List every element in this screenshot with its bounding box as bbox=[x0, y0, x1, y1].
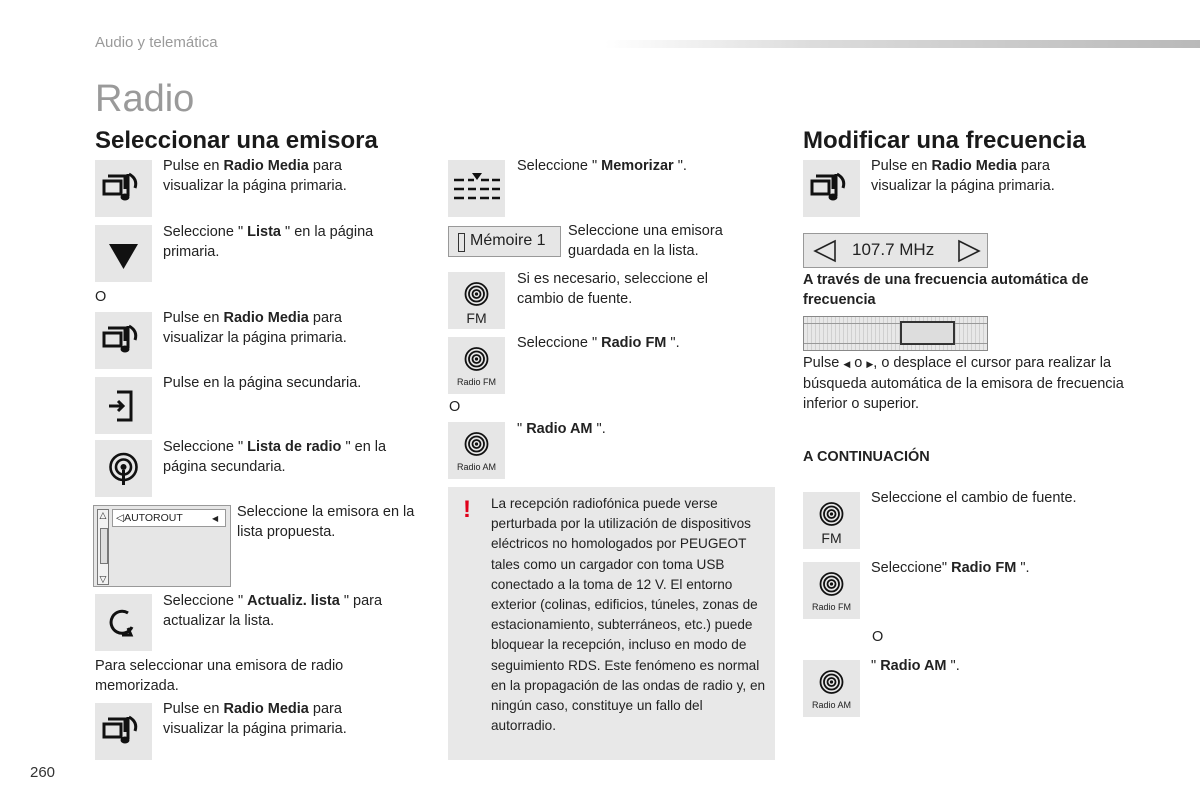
frequency-up-icon[interactable] bbox=[956, 239, 982, 263]
frequency-slider[interactable] bbox=[803, 316, 988, 351]
mid-step1-text: Seleccione " Memorizar ". bbox=[517, 158, 687, 174]
left-step7-text: Seleccione " Actualiz. lista " para actualizar la lista. bbox=[163, 593, 383, 629]
select-station-heading: Seleccionar una emisora bbox=[95, 127, 378, 154]
frequency-down-icon[interactable] bbox=[812, 239, 838, 263]
memoire-1-button[interactable] bbox=[448, 226, 561, 257]
page-title: Radio bbox=[95, 78, 195, 120]
radio-am-icon[interactable] bbox=[448, 422, 505, 479]
left-step2-text: Seleccione " Lista " en la página primaria. bbox=[163, 224, 374, 260]
seek-right-icon: ▶ bbox=[866, 359, 874, 369]
header-bar bbox=[605, 40, 1200, 48]
radio-media-icon[interactable] bbox=[95, 703, 152, 760]
right-or1: O bbox=[872, 629, 884, 645]
modify-frequency-heading: Modificar una frecuencia bbox=[803, 127, 1086, 154]
scroll-down-icon[interactable]: ▽ bbox=[99, 574, 107, 584]
then-label: A CONTINUACIÓN bbox=[803, 449, 930, 465]
radio-am-caption: Radio AM bbox=[811, 700, 852, 710]
radio-fm-caption: Radio FM bbox=[811, 602, 851, 612]
mid-step4-text: Seleccione " Radio FM ". bbox=[517, 335, 680, 351]
memorized-intro-text: Para seleccionar una emisora de radio memorizada. bbox=[95, 658, 344, 694]
seek-left-icon: ◀ bbox=[843, 359, 851, 369]
radio-media-icon[interactable] bbox=[95, 160, 152, 217]
left-step1-text: Pulse en Radio Media para visualizar la página primaria. bbox=[163, 158, 347, 194]
mid-step2-text: Seleccione una emisora guardada en la lista. bbox=[568, 223, 723, 259]
fm-source-icon[interactable] bbox=[803, 492, 860, 549]
left-step3-text: Pulse en Radio Media para visualizar la página primaria. bbox=[163, 310, 347, 346]
fm-source-icon[interactable] bbox=[448, 272, 505, 329]
scroll-up-icon[interactable]: △ bbox=[99, 510, 107, 520]
mid-step5-text: " Radio AM ". bbox=[517, 421, 606, 437]
speaker-icon: ◁ bbox=[116, 512, 125, 524]
station-list-widget[interactable] bbox=[93, 505, 231, 587]
list-scrollbar[interactable] bbox=[97, 509, 109, 585]
left-step4-text: Pulse en la página secundaria. bbox=[163, 375, 362, 391]
right-step3-text: Seleccione el cambio de fuente. bbox=[871, 490, 1077, 506]
radio-am-icon[interactable] bbox=[803, 660, 860, 717]
slider-line-bottom bbox=[804, 343, 987, 344]
radio-media-icon[interactable] bbox=[95, 312, 152, 369]
page-number: 260 bbox=[30, 764, 56, 781]
left-step8-text: Pulse en Radio Media para visualizar la página primaria. bbox=[163, 701, 347, 737]
fm-caption: FM bbox=[466, 310, 487, 326]
warning-icon: ! bbox=[463, 496, 471, 523]
auto-frequency-subheading: A través de una frecuencia automática de frecuencia bbox=[803, 272, 1089, 308]
slider-line-top bbox=[804, 323, 987, 324]
right-step1-text: Pulse en Radio Media para visualizar la página primaria. bbox=[871, 158, 1055, 194]
mid-or1: O bbox=[449, 399, 461, 415]
fm-caption: FM bbox=[821, 530, 842, 546]
frequency-value: 107.7 MHz bbox=[852, 240, 935, 259]
note-text: La recepción radiofónica puede verse perturbada por la utilización de dispositivos eléctricos no homologados por PEUGEOT tales como un cargador con toma USB conectado a la toma de 12 V. El entorno exterior (colinas, edificios, túneles, zonas de estacionamiento, subterráneos, etc.) puede bloquear la recepción, incluso en modo de seguimiento RDS. Este fenómeno es normal en la propagación de las ondas de radio y, en ningún caso, constituye un fallo del autorradio. bbox=[491, 496, 766, 734]
list-item-label: AUTOROUT bbox=[124, 512, 183, 524]
memorize-icon[interactable] bbox=[448, 160, 505, 217]
slider-cursor[interactable] bbox=[900, 321, 955, 345]
radio-fm-icon[interactable] bbox=[448, 337, 505, 394]
memoire-label: Mémoire 1 bbox=[470, 232, 546, 249]
radio-list-icon[interactable] bbox=[95, 440, 152, 497]
mid-step3-text: Si es necesario, seleccione el cambio de fuente. bbox=[517, 271, 709, 307]
radio-am-caption: Radio AM bbox=[456, 462, 497, 472]
scroll-thumb[interactable] bbox=[100, 528, 108, 564]
secondary-page-icon[interactable] bbox=[95, 377, 152, 434]
list-item[interactable] bbox=[112, 509, 226, 527]
left-step6-text: Seleccione la emisora en la lista propuesta. bbox=[237, 504, 415, 540]
list-arrow-icon[interactable] bbox=[95, 225, 152, 282]
list-item-arrow-icon: ◀ bbox=[212, 514, 219, 523]
radio-fm-caption: Radio FM bbox=[456, 377, 496, 387]
right-step2-text: Pulse ◀ o ▶, o desplace el cursor para realizar la búsqueda automática de la emisora de frecuencia inferior o superior. bbox=[803, 355, 1124, 412]
right-step5-text: " Radio AM ". bbox=[871, 658, 960, 674]
section-label: Audio y telemática bbox=[95, 34, 218, 51]
radio-fm-icon[interactable] bbox=[803, 562, 860, 619]
radio-media-icon[interactable] bbox=[803, 160, 860, 217]
left-or1: O bbox=[95, 289, 107, 305]
memory-slot-icon bbox=[458, 233, 465, 252]
frequency-display[interactable] bbox=[803, 233, 988, 268]
left-step5-text: Seleccione " Lista de radio " en la página secundaria. bbox=[163, 439, 387, 475]
refresh-icon[interactable] bbox=[95, 594, 152, 651]
right-step4-text: Seleccione" Radio FM ". bbox=[871, 560, 1030, 576]
